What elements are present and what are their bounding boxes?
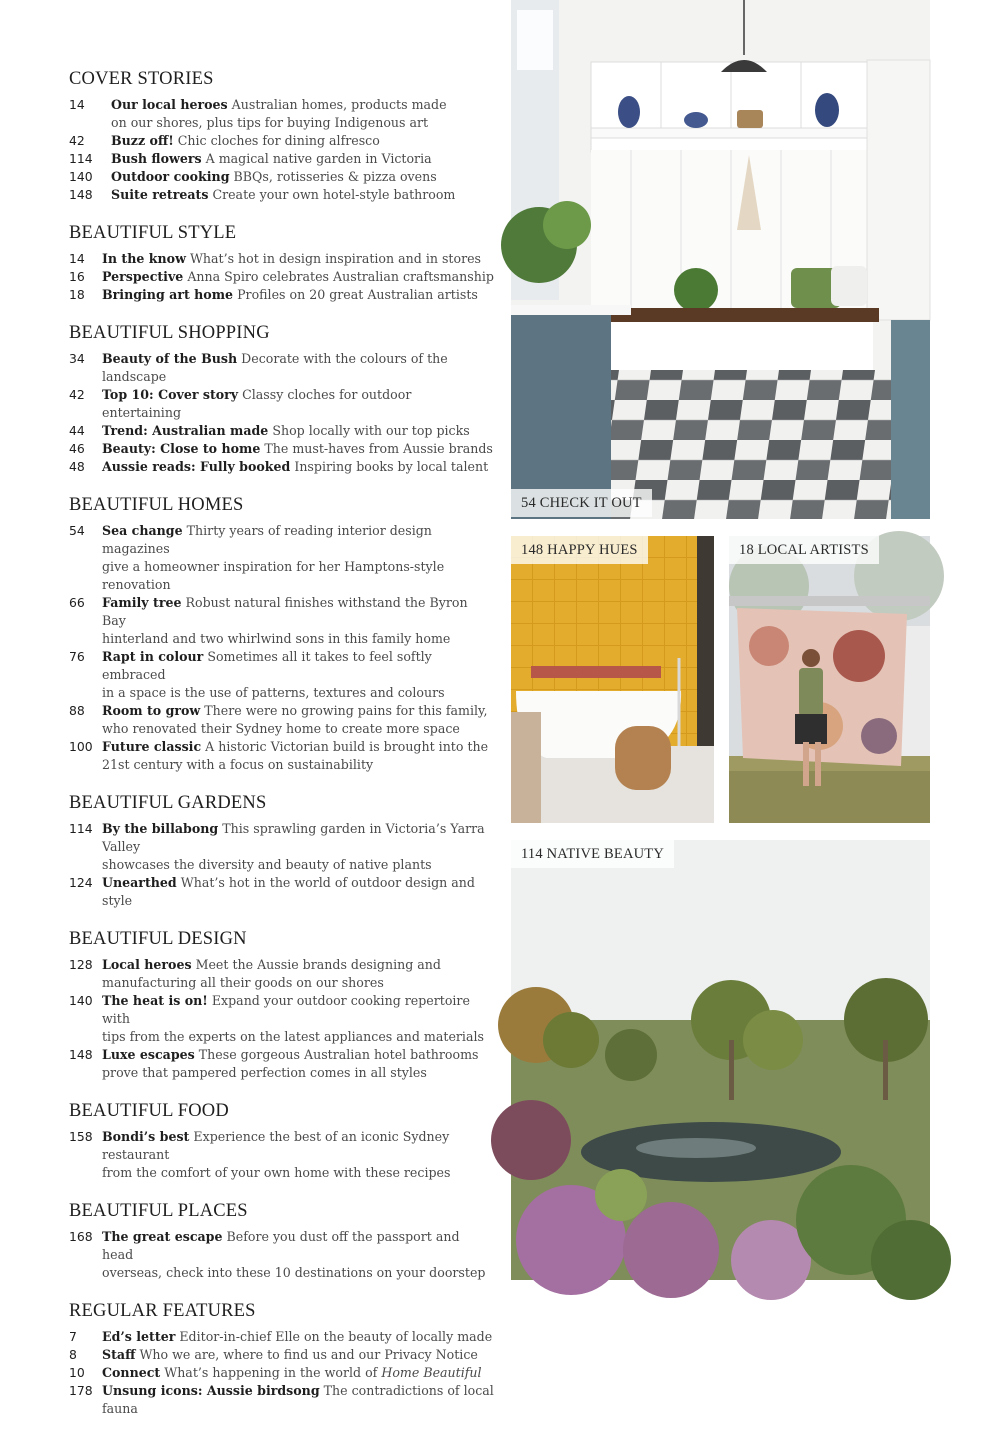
entry-description: who renovated their Sydney home to create more space: [102, 721, 460, 736]
toc-entry[interactable]: [69, 150, 494, 168]
page-number: [69, 974, 102, 992]
entry-text: [102, 386, 494, 422]
page-number: 114: [69, 151, 93, 166]
page-number: 88: [69, 703, 85, 718]
section-title: BEAUTIFUL PLACES: [69, 1201, 248, 1221]
page-number: 8: [69, 1347, 77, 1362]
toc-entry[interactable]: [69, 268, 494, 286]
entry-description: from the comfort of your own home with these recipes: [102, 1165, 451, 1180]
toc-entry[interactable]: [69, 386, 494, 422]
mudroom-caption: 54 CHECK IT OUT: [511, 489, 652, 517]
toc-section: [69, 493, 494, 774]
section-title: BEAUTIFUL DESIGN: [69, 929, 247, 949]
entry-heading: Luxe escapes: [102, 1047, 195, 1062]
toc-section: [69, 927, 494, 1082]
entry-description: The contradictions of local fauna: [102, 1383, 494, 1416]
page-number: 124: [69, 875, 93, 890]
entry-heading: Ed’s letter: [102, 1329, 176, 1344]
entry-heading: Our local heroes: [111, 97, 228, 112]
entry-description: A historic Victorian build is brought into the: [205, 739, 489, 754]
entry-description: Who we are, where to find us and our Privacy Notice: [139, 1347, 478, 1362]
page-number: 14: [69, 97, 85, 112]
entry-description: hinterland and two whirlwind sons in this family home: [102, 631, 451, 646]
entry-italic: Home Beautiful: [381, 1365, 482, 1380]
mudroom-illustration: [511, 0, 930, 519]
toc-entry[interactable]: [69, 1328, 494, 1346]
section-title: BEAUTIFUL FOOD: [69, 1101, 229, 1121]
entry-description: give a homeowner inspiration for her Hamptons-style renovation: [102, 559, 445, 592]
bathroom-illustration: [511, 536, 714, 823]
entry-text: [102, 974, 494, 992]
entry-description: This sprawling garden in Victoria’s Yarra Valley: [102, 821, 485, 854]
bathroom-caption: 148 HAPPY HUES: [511, 536, 648, 564]
page-number: 140: [69, 169, 93, 184]
entry-description: Expand your outdoor cooking repertoire with: [102, 993, 470, 1026]
entry-text: [102, 874, 494, 910]
toc-entry[interactable]: [69, 1228, 494, 1264]
contents-list: [69, 67, 494, 1435]
page-number: 148: [69, 1047, 93, 1062]
page-number: 140: [69, 993, 93, 1008]
toc-section: [69, 1099, 494, 1182]
entry-description: The must-haves from Aussie brands: [264, 441, 493, 456]
toc-entry[interactable]: [69, 738, 494, 756]
bathroom-photo[interactable]: [511, 536, 714, 823]
entry-text: [102, 630, 494, 648]
entry-heading: Local heroes: [102, 957, 192, 972]
entry-heading: Buzz off!: [111, 133, 174, 148]
toc-entry[interactable]: [69, 350, 494, 386]
toc-entry: [69, 974, 494, 992]
entry-text: [102, 856, 494, 874]
toc-entry[interactable]: [69, 1382, 494, 1418]
entry-description: Create your own hotel-style bathroom: [212, 187, 456, 202]
entry-text: [102, 458, 494, 476]
entry-description: These gorgeous Australian hotel bathrooms: [198, 1047, 479, 1062]
page-number: 14: [69, 251, 85, 266]
toc-entry: [69, 1164, 494, 1182]
entry-heading: Bondi’s best: [102, 1129, 190, 1144]
entry-description: Experience the best of an iconic Sydney restaurant: [102, 1129, 450, 1162]
entry-text: [102, 1046, 494, 1064]
toc-entry[interactable]: [69, 186, 494, 204]
page-number: 148: [69, 187, 93, 202]
entry-description: Editor-in-chief Elle on the beauty of locally made: [179, 1329, 493, 1344]
section-title: BEAUTIFUL HOMES: [69, 495, 244, 515]
toc-entry[interactable]: [69, 250, 494, 268]
toc-entry: [69, 558, 494, 594]
toc-entry[interactable]: [69, 992, 494, 1028]
entry-heading: Aussie reads: Fully booked: [102, 459, 291, 474]
entry-description: What’s hot in the world of outdoor design and style: [102, 875, 475, 908]
toc-entry[interactable]: [69, 820, 494, 856]
entry-description: Inspiring books by local talent: [294, 459, 489, 474]
entry-text: [102, 1128, 494, 1164]
garden-photo[interactable]: [511, 840, 930, 1280]
toc-entry: [69, 756, 494, 774]
entry-text: [102, 1328, 494, 1346]
entry-description: A magical native garden in Victoria: [205, 151, 432, 166]
entry-text: [102, 440, 494, 458]
entry-text: [102, 594, 494, 630]
entry-text: [111, 168, 494, 186]
page-number: [69, 856, 102, 874]
entry-heading: Suite retreats: [111, 187, 209, 202]
entry-text: [102, 684, 494, 702]
entry-heading: Sea change: [102, 523, 183, 538]
entry-text: [102, 1028, 494, 1046]
page-number: 44: [69, 423, 85, 438]
entry-heading: Rapt in colour: [102, 649, 204, 664]
toc-section: [69, 1199, 494, 1282]
entry-description: on our shores, plus tips for buying Indigenous art: [111, 115, 429, 130]
entry-heading: By the billabong: [102, 821, 219, 836]
toc-entry[interactable]: [69, 874, 494, 910]
mudroom-photo[interactable]: [511, 0, 930, 519]
page-number: [69, 630, 102, 648]
toc-section: [69, 791, 494, 910]
artist-caption: 18 LOCAL ARTISTS: [729, 536, 879, 564]
toc-entry[interactable]: [69, 522, 494, 558]
entry-text: [111, 96, 494, 114]
toc-entry: [69, 1064, 494, 1082]
page-number: 66: [69, 595, 85, 610]
entry-heading: Beauty of the Bush: [102, 351, 238, 366]
entry-description: Decorate with the colours of the landscape: [102, 351, 448, 384]
entry-heading: Outdoor cooking: [111, 169, 230, 184]
toc-entry[interactable]: [69, 422, 494, 440]
section-title: BEAUTIFUL GARDENS: [69, 793, 267, 813]
toc-section: [69, 67, 494, 204]
entry-text: [102, 286, 494, 304]
page-number: [69, 720, 102, 738]
toc-entry: [69, 1264, 494, 1282]
entry-heading: Perspective: [102, 269, 184, 284]
toc-entry: [69, 684, 494, 702]
artist-illustration: [729, 536, 930, 823]
page-number: 48: [69, 459, 85, 474]
entry-description: 21st century with a focus on sustainability: [102, 757, 374, 772]
entry-text: [102, 350, 494, 386]
entry-text: [102, 422, 494, 440]
entry-text: [102, 756, 494, 774]
entry-heading: Room to grow: [102, 703, 201, 718]
toc-entry[interactable]: [69, 648, 494, 684]
entry-text: [111, 132, 494, 150]
entry-description: Sometimes all it takes to feel softly embraced: [102, 649, 432, 682]
entry-heading: Top 10: Cover story: [102, 387, 239, 402]
toc-section: [69, 321, 494, 476]
entry-text: [102, 820, 494, 856]
page-number: 34: [69, 351, 85, 366]
page-number: 158: [69, 1129, 93, 1144]
toc-entry: [69, 1028, 494, 1046]
entry-description: manufacturing all their goods on our shores: [102, 975, 384, 990]
entry-text: [102, 250, 494, 268]
page-number: 76: [69, 649, 85, 664]
entry-text: [102, 720, 494, 738]
section-title: COVER STORIES: [69, 69, 214, 89]
toc-entry: [69, 856, 494, 874]
entry-text: [102, 702, 494, 720]
page-number: 178: [69, 1383, 93, 1398]
entry-description: Meet the Aussie brands designing and: [195, 957, 441, 972]
entry-heading: In the know: [102, 251, 186, 266]
entry-text: [102, 1382, 494, 1418]
toc-entry[interactable]: [69, 440, 494, 458]
section-title: BEAUTIFUL SHOPPING: [69, 323, 270, 343]
toc-entry[interactable]: [69, 956, 494, 974]
entry-heading: Beauty: Close to home: [102, 441, 261, 456]
toc-entry[interactable]: [69, 132, 494, 150]
page-number: 114: [69, 821, 93, 836]
artist-photo[interactable]: [729, 536, 930, 823]
entry-heading: Family tree: [102, 595, 182, 610]
toc-entry[interactable]: [69, 458, 494, 476]
entry-heading: Unsung icons: Aussie birdsong: [102, 1383, 320, 1398]
entry-description: showcases the diversity and beauty of native plants: [102, 857, 432, 872]
toc-entry[interactable]: [69, 1364, 494, 1382]
entry-description: What’s happening in the world of: [164, 1365, 378, 1380]
entry-text: [102, 558, 494, 594]
toc-entry: [69, 720, 494, 738]
page-number: 18: [69, 287, 85, 302]
entry-description: Robust natural finishes withstand the Byron Bay: [102, 595, 468, 628]
entry-text: [111, 114, 494, 132]
entry-heading: Future classic: [102, 739, 202, 754]
entry-description: Chic cloches for dining alfresco: [177, 133, 380, 148]
entry-heading: Connect: [102, 1365, 161, 1380]
entry-description: overseas, check into these 10 destinations on your doorstep: [102, 1265, 486, 1280]
page-number: 54: [69, 523, 85, 538]
entry-description: Anna Spiro celebrates Australian craftsmanship: [187, 269, 494, 284]
entry-text: [102, 738, 494, 756]
page-number: [69, 1164, 102, 1182]
section-title: BEAUTIFUL STYLE: [69, 223, 237, 243]
entry-text: [111, 150, 494, 168]
toc-entry[interactable]: [69, 96, 494, 114]
entry-description: What’s hot in design inspiration and in stores: [189, 251, 481, 266]
entry-heading: The great escape: [102, 1229, 223, 1244]
page-number: [69, 1028, 102, 1046]
entry-text: [102, 1264, 494, 1282]
entry-text: [102, 992, 494, 1028]
entry-heading: Staff: [102, 1347, 136, 1362]
page-number: 128: [69, 957, 93, 972]
entry-text: [102, 1346, 494, 1364]
toc-entry[interactable]: [69, 1346, 494, 1364]
page-number: [69, 114, 111, 132]
page-number: 42: [69, 387, 85, 402]
toc-entry[interactable]: [69, 1046, 494, 1064]
page-number: [69, 756, 102, 774]
toc-entry[interactable]: [69, 594, 494, 630]
entry-heading: Unearthed: [102, 875, 177, 890]
entry-heading: The heat is on!: [102, 993, 208, 1008]
page-number: 42: [69, 133, 85, 148]
entry-description: Australian homes, products made: [231, 97, 447, 112]
toc-entry: [69, 114, 494, 132]
entry-description: Thirty years of reading interior design magazines: [102, 523, 432, 556]
page-number: [69, 1064, 102, 1082]
entry-text: [102, 268, 494, 286]
entry-description: Before you dust off the passport and head: [102, 1229, 460, 1262]
entry-text: [102, 648, 494, 684]
toc-section: [69, 1299, 494, 1418]
section-title: REGULAR FEATURES: [69, 1301, 256, 1321]
entry-heading: Bush flowers: [111, 151, 202, 166]
page-number: 46: [69, 441, 85, 456]
entry-text: [102, 1064, 494, 1082]
entry-description: Classy cloches for outdoor entertaining: [102, 387, 412, 420]
entry-description: in a space is the use of patterns, textures and colours: [102, 685, 445, 700]
entry-text: [102, 956, 494, 974]
entry-heading: Trend: Australian made: [102, 423, 269, 438]
page-number: 7: [69, 1329, 77, 1344]
entry-description: BBQs, rotisseries & pizza ovens: [233, 169, 437, 184]
page-number: [69, 1264, 102, 1282]
toc-entry[interactable]: [69, 702, 494, 720]
toc-entry[interactable]: [69, 286, 494, 304]
entry-text: [102, 1164, 494, 1182]
page-number: 168: [69, 1229, 93, 1244]
page-number: 10: [69, 1365, 85, 1380]
page-number: [69, 684, 102, 702]
entry-description: tips from the experts on the latest appliances and materials: [102, 1029, 484, 1044]
entry-text: [102, 522, 494, 558]
entry-description: Shop locally with our top picks: [272, 423, 470, 438]
toc-entry[interactable]: [69, 1128, 494, 1164]
entry-heading: Bringing art home: [102, 287, 234, 302]
page-number: 16: [69, 269, 85, 284]
entry-text: [111, 186, 494, 204]
page-number: [69, 558, 102, 594]
entry-description: There were no growing pains for this family,: [204, 703, 488, 718]
garden-caption: 114 NATIVE BEAUTY: [511, 840, 674, 868]
toc-entry: [69, 630, 494, 648]
garden-illustration: [511, 840, 930, 1280]
entry-description: prove that pampered perfection comes in all styles: [102, 1065, 427, 1080]
entry-text: [102, 1228, 494, 1264]
entry-description: Profiles on 20 great Australian artists: [237, 287, 478, 302]
entry-text: [102, 1364, 494, 1382]
toc-entry[interactable]: [69, 168, 494, 186]
toc-section: [69, 221, 494, 304]
page-number: 100: [69, 739, 93, 754]
